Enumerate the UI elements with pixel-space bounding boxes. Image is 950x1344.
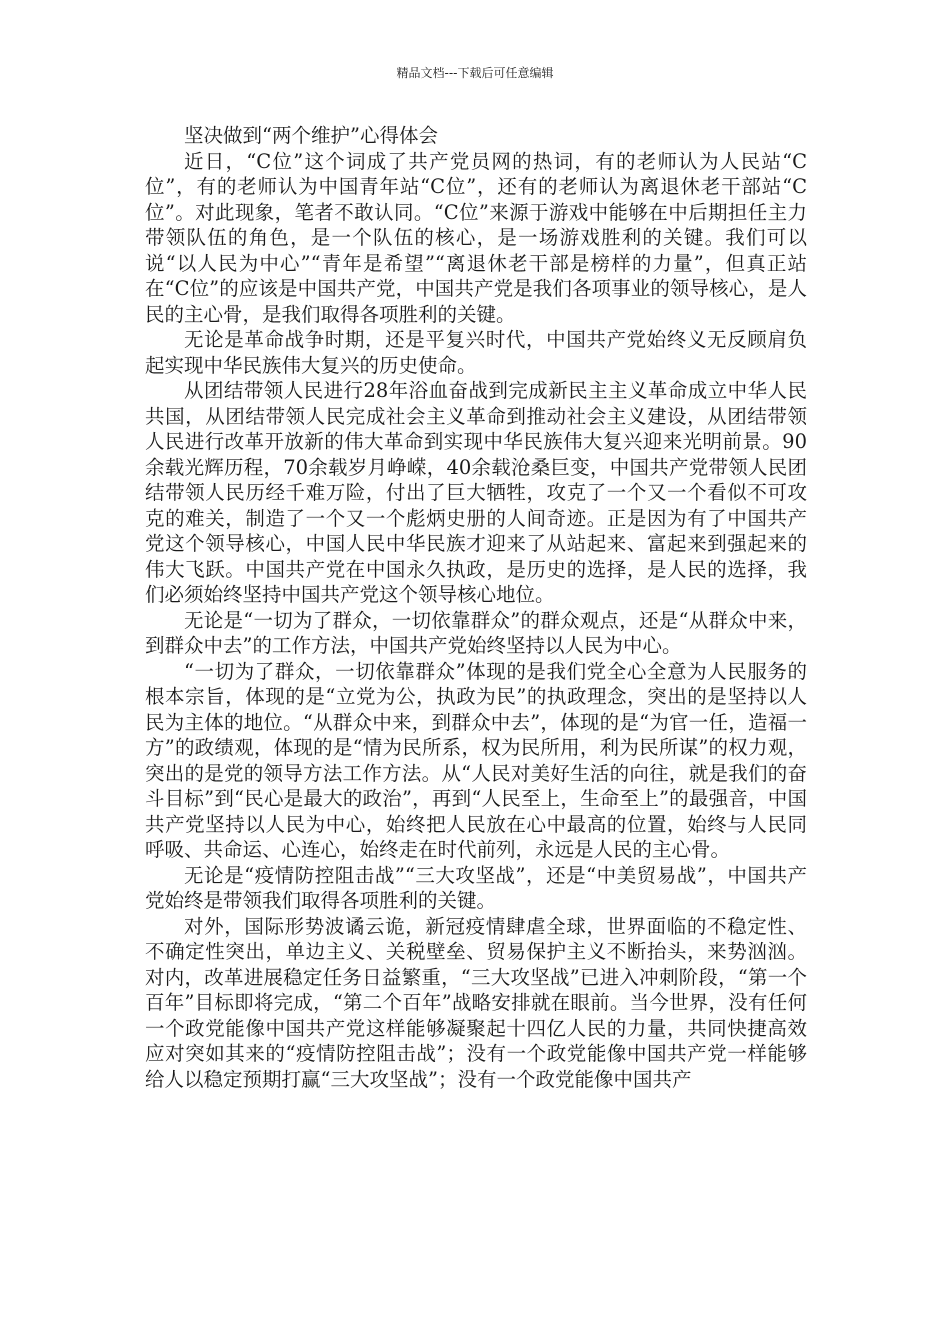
- page-header: 精品文档---下载后可任意编辑: [396, 66, 554, 80]
- document-title: 坚决做到“两个维护”心得体会: [184, 124, 438, 147]
- document-body: [145, 123, 807, 1092]
- paragraph-4: 无论是“一切为了群众，一切依靠群众”的群众观点，还是“从群众中来，到群众中去”的工作方法，中国共产党始终坚持以人民为中心。: [145, 608, 807, 657]
- paragraph-5: “一切为了群众，一切依靠群众”体现的是我们党全心全意为人民服务的根本宗旨，体现的是“立党为公，执政为民”的执政理念，突出的是坚持以人民为主体的地位。“从群众中来，到群众中去”，体现的是“为官一任，造福一方”的政绩观，体现的是“情为民所系，权为民所用，利为民所谋”的权力观，突出的是党的领导方法工作方法。从“人民对美好生活的向往，就是我们的奋斗目标”到“民心是最大的政治”，再到“人民至上，生命至上”的最强音，中国共产党坚持以人民为中心，始终把人民放在心中最高的位置，始终与人民同呼吸、共命运、心连心，始终走在时代前列，永远是人民的主心骨。: [145, 659, 807, 861]
- paragraph-1: 近日，“C位”这个词成了共产党员网的热词，有的老师认为人民站“C位”，有的老师认为中国青年站“C位”，还有的老师认为离退休老干部站“C位”。对此现象，笔者不敢认同。“C位”来源于游戏中能够在中后期担任主力带领队伍的角色，是一个队伍的核心，是一场游戏胜利的关键。我们可以说“以人民为中心”“青年是希望”“离退休老干部是榜样的力量”，但真正站在“C位”的应该是中国共产党，中国共产党是我们各项事业的领导核心，是人民的主心骨，是我们取得各项胜利的关键。: [145, 149, 807, 326]
- paragraph-6: 无论是“疫情防控阻击战”“三大攻坚战”，还是“中美贸易战”，中国共产党始终是带领我们取得各项胜利的关键。: [145, 863, 807, 912]
- paragraph-7: 对外，国际形势波谲云诡，新冠疫情肆虐全球，世界面临的不稳定性、不确定性突出，单边主义、关税壁垒、贸易保护主义不断抬头，来势汹汹。对内，改革进展稳定任务日益繁重，“三大攻坚战”已进入冲刺阶段，“第一个百年”目标即将完成，“第二个百年”战略安排就在眼前。当今世界，没有任何一个政党能像中国共产党这样能够凝聚起十四亿人民的力量，共同快捷高效应对突如其来的“疫情防控阻击战”；没有一个政党能像中国共产党一样能够给人以稳定预期打赢“三大攻坚战”；没有一个政党能像中国共产: [145, 914, 807, 1091]
- paragraph-2: 无论是革命战争时期，还是平复兴时代，中国共产党始终义无反顾肩负起实现中华民族伟大复兴的历史使命。: [145, 328, 807, 377]
- paragraph-3: 从团结带领人民进行28年浴血奋战到完成新民主主义革命成立中华人民共国，从团结带领人民完成社会主义革命到推动社会主义建设，从团结带领人民进行改革开放新的伟大革命到实现中华民族伟大复兴迎来光明前景。90余载光辉历程，70余载岁月峥嵘，40余载沧桑巨变，中国共产党带领人民团结带领人民历经千难万险，付出了巨大牺牲，攻克了一个又一个看似不可攻克的难关，制造了一个又一个彪炳史册的人间奇迹。正是因为有了中国共产党这个领导核心，中国人民中华民族才迎来了从站起来、富起来到强起来的伟大飞跃。中国共产党在中国永久执政，是历史的选择，是人民的选择，我们必须始终坚持中国共产党这个领导核心地位。: [145, 379, 807, 606]
